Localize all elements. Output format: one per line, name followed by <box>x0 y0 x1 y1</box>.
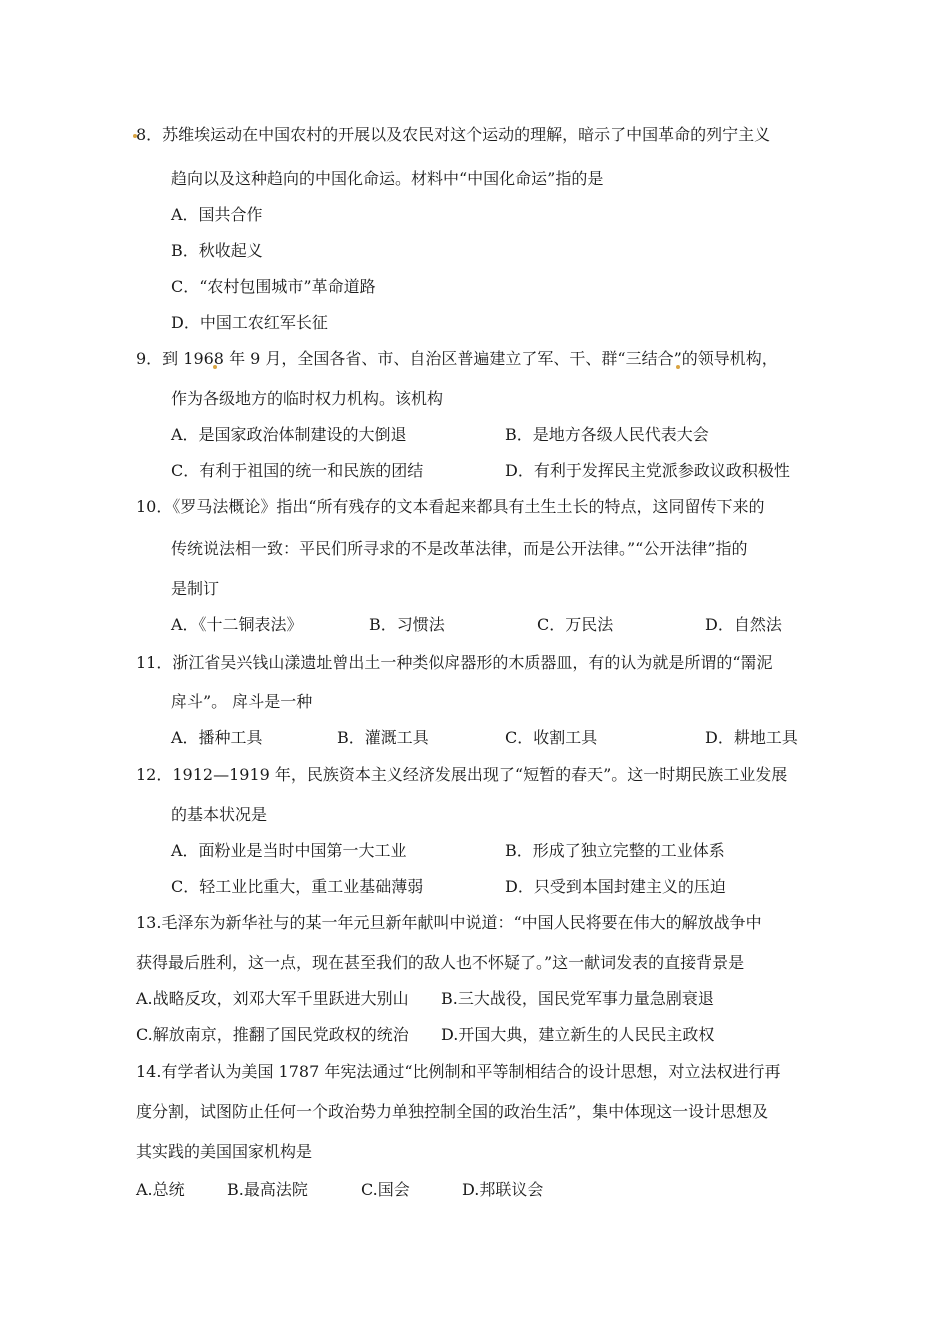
question-14-option-a: A.总统 <box>136 1180 185 1199</box>
question-9-option-a: A．是国家政治体制建设的大倒退 <box>171 425 407 444</box>
question-9-option-d: D．有利于发挥民主党派参政议政积极性 <box>505 461 790 480</box>
question-8-option-b: B．秋收起义 <box>171 241 263 260</box>
question-8-option-a: A．国共合作 <box>171 205 263 224</box>
question-13-option-a: A.战略反攻，刘邓大军千里跃进大别山 <box>136 989 409 1008</box>
question-10-option-c: C．万民法 <box>537 615 614 634</box>
question-11-option-d: D．耕地工具 <box>705 728 798 747</box>
question-14-option-c: C.国会 <box>361 1180 410 1199</box>
question-9-stem: 9．到 1968 年 9 月，全国各省、市、自治区普遍建立了军、干、群“三结合”的领导机构， <box>136 349 778 368</box>
question-12-stem: 12．1912—1919 年，民族资本主义经济发展出现了“短暂的春天”。这一时期民族工业发展 <box>136 765 788 784</box>
question-14-option-d: D.邦联议会 <box>462 1180 544 1199</box>
question-11-option-b: B．灌溉工具 <box>337 728 429 747</box>
question-11-stem: 11．浙江省吴兴钱山漾遗址曾出土一种类似戽器形的木质器皿，有的认为就是所谓的“罱泥 <box>136 653 773 672</box>
question-10-option-a: A．《十二铜表法》 <box>171 615 303 634</box>
question-10-stem: 传统说法相一致：平民们所寻求的不是改革法律，而是公开法律。”“公开法律”指的 <box>171 539 748 558</box>
question-13-stem: 13.毛泽东为新华社与的某一年元旦新年献叫中说道：“中国人民将要在伟大的解放战争中 <box>136 913 762 932</box>
question-8-stem: 8．苏维埃运动在中国农村的开展以及农民对这个运动的理解，暗示了中国革命的列宁主义 <box>136 125 771 144</box>
question-8-option-d: D．中国工农红军长征 <box>171 313 328 332</box>
question-9-option-c: C．有利于祖国的统一和民族的团结 <box>171 461 424 480</box>
question-14-option-b: B.最高法院 <box>227 1180 308 1199</box>
question-12-stem: 的基本状况是 <box>171 805 268 824</box>
question-14-stem: 14.有学者认为美国 1787 年宪法通过“比例制和平等制相结合的设计思想，对立法权进行再 <box>136 1062 781 1081</box>
question-13-option-b: B.三大战役，国民党军事力量急剧衰退 <box>441 989 714 1008</box>
question-9-stem: 作为各级地方的临时权力机构。该机构 <box>171 389 444 408</box>
question-10-option-d: D．自然法 <box>705 615 782 634</box>
question-12-option-a: A．面粉业是当时中国第一大工业 <box>171 841 407 860</box>
question-14-stem: 度分割，试图防止任何一个政治势力单独控制全国的政治生活”，集中体现这一设计思想及 <box>136 1102 769 1121</box>
question-12-option-c: C．轻工业比重大，重工业基础薄弱 <box>171 877 424 896</box>
question-10-option-b: B．习惯法 <box>369 615 445 634</box>
question-8-stem: 趋向以及这种趋向的中国化命运。材料中“中国化命运”指的是 <box>171 169 604 188</box>
question-10-stem: 10．《罗马法概论》指出“所有残存的文本看起来都具有土生土长的特点，这同留传下来的 <box>136 497 765 516</box>
question-11-option-a: A．播种工具 <box>171 728 263 747</box>
question-14-stem: 其实践的美国国家机构是 <box>136 1142 313 1161</box>
question-11-option-c: C．收割工具 <box>505 728 598 747</box>
question-13-option-c: C.解放南京，推翻了国民党政权的统治 <box>136 1025 409 1044</box>
question-12-option-d: D．只受到本国封建主义的压迫 <box>505 877 726 896</box>
question-11-stem: 戽斗”。 戽斗是一种 <box>171 692 313 711</box>
question-13-option-d: D.开国大典，建立新生的人民民主政权 <box>441 1025 715 1044</box>
question-10-stem: 是制订 <box>171 579 220 598</box>
question-8-option-c: C．“农村包围城市”革命道路 <box>171 277 376 296</box>
question-13-stem: 获得最后胜利，这一点，现在甚至我们的敌人也不怀疑了。”这一献词发表的直接背景是 <box>136 953 745 972</box>
question-9-option-b: B．是地方各级人民代表大会 <box>505 425 709 444</box>
question-12-option-b: B．形成了独立完整的工业体系 <box>505 841 725 860</box>
